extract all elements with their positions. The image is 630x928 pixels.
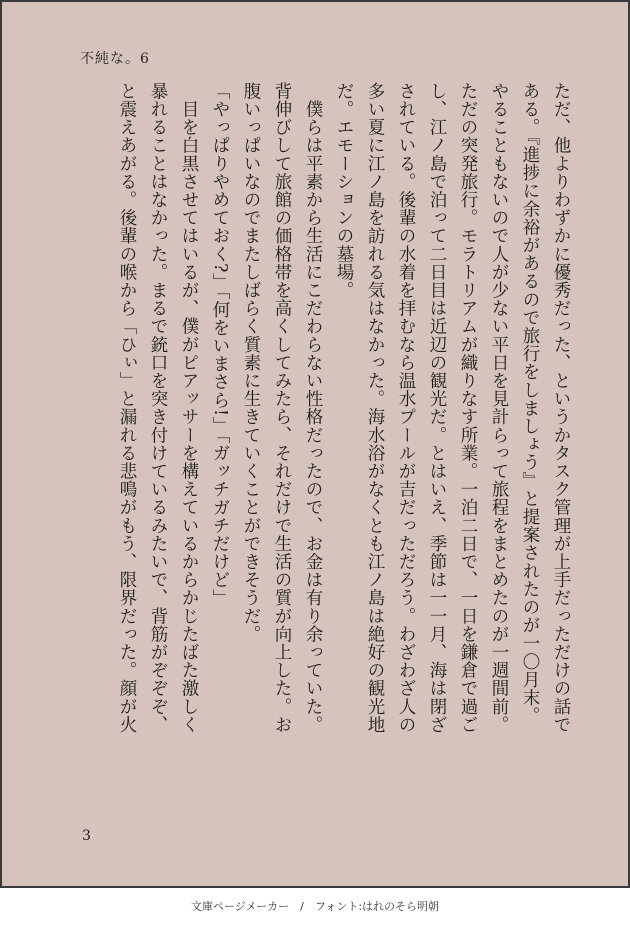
text-line: やることもないので人が少ない平日を見計らって旅程をまとめたのが一週間前。 <box>489 82 509 734</box>
text-line: 「やっぱりやめておく?」「何をいまさら!」「ガッチガチだけど」 <box>210 82 230 608</box>
text-line: 腹いっぱいなのでまたしばらく質素に生きていくことができそうだ。 <box>241 82 261 644</box>
text-line: ある。『進捗に余裕があるので旅行をしましょう』と提案されたのが一〇月末。 <box>520 82 540 725</box>
text-line: ただ、他よりわずかに優秀だった、というかタスク管理が上手だっただけの話で <box>551 82 571 734</box>
text-line: 背伸びして旅館の価格帯を高くしてみたら、それだけで生活の質が向上した。お <box>272 82 292 734</box>
text-line: し、江ノ島で泊って二日目は近辺の観光だ。とはいえ、季節は一一月、海は閉ざ <box>427 82 447 734</box>
text-line: 僕らは平素から生活にこだわらない性格だったので、お金は有り余っていた。 <box>303 82 323 734</box>
text-line: と震えあがる。後輩の喉から「ひぃ」と漏れる悲鳴がもう、限界だった。顔が火 <box>117 82 137 734</box>
text-line: ただの突発旅行。モラトリアムが織りなす所業。一泊二日で、一日を鎌倉で過ご <box>458 82 478 734</box>
text-line: 多い夏に江ノ島を訪れる気はなかった。海水浴がなくとも江ノ島は絶好の観光地 <box>365 82 385 734</box>
vertical-body-text <box>111 82 576 802</box>
text-line: だ。エモーションの墓場。 <box>334 82 354 300</box>
text-line: 暴れることはなかった。まるで銃口を突き付けているみたいで、背筋がぞぞぞ、 <box>148 82 168 734</box>
running-title: 不純な。6 <box>80 51 150 67</box>
page-number: 3 <box>82 828 91 844</box>
text-line: されている。後輩の水着を拝むなら温水プールが吉だっただろう。わざわざ人の <box>396 82 416 734</box>
credit-footer: 文庫ページメーカー / フォント:はれのそら明朝 <box>190 900 440 913</box>
text-line: 目を白黒させてはいるが、僕がピアッサーを構えているからかじたばた激しく <box>179 82 199 734</box>
